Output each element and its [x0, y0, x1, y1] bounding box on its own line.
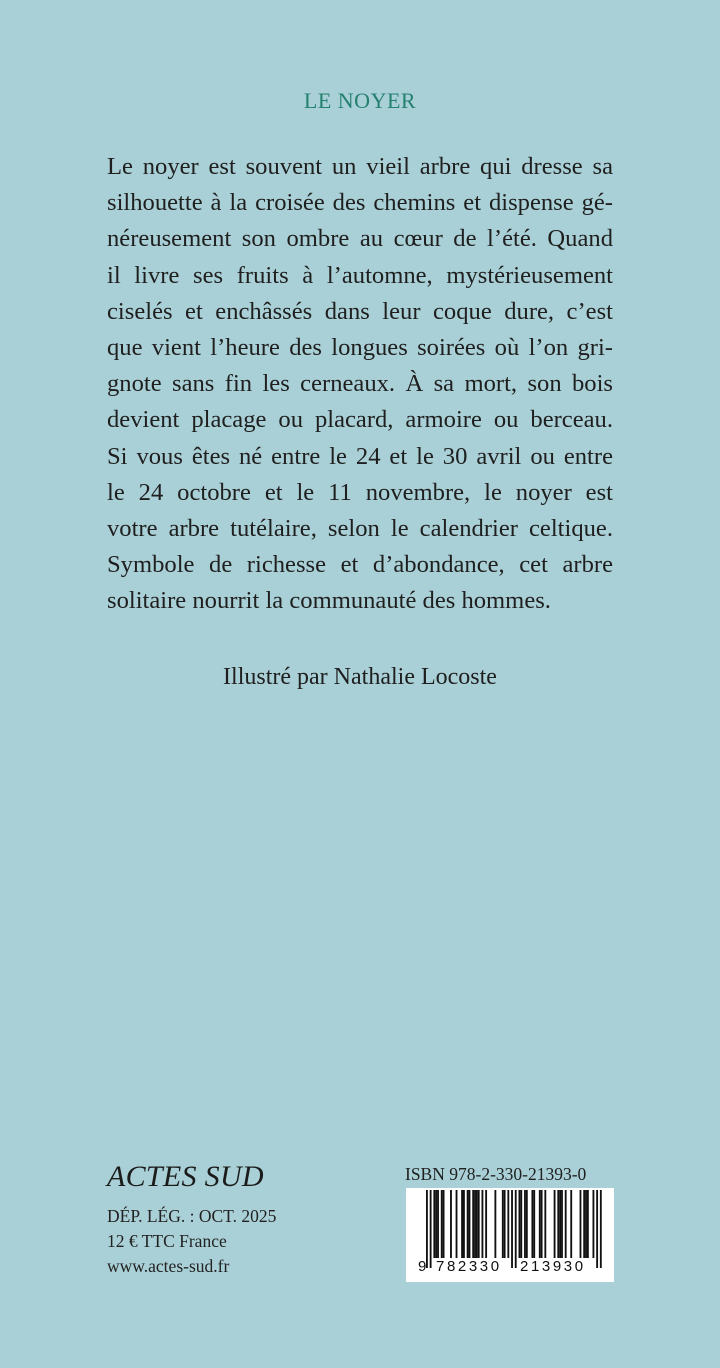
barcode-bar: [472, 1190, 474, 1258]
blurb-line: le 24 octobre et le 11 novembre, le noyer est: [107, 478, 613, 506]
barcode-bar: [583, 1190, 585, 1258]
barcode-bar: [520, 1190, 522, 1258]
blurb-line: Symbole de richesse et d’abondance, cet arbre: [107, 551, 613, 579]
barcode-bar: [435, 1190, 437, 1258]
barcode-bar: [559, 1190, 561, 1258]
barcode-bar: [482, 1190, 484, 1258]
barcode-bar: [450, 1190, 452, 1258]
blurb-line: que vient l’heure des longues soirées où l’on gri-: [107, 334, 613, 362]
illustrator-credit: Illustré par Nathalie Locoste: [223, 664, 497, 690]
blurb-line: Si vous êtes né entre le 24 et le 30 avril ou entre: [107, 442, 613, 470]
barcode-left-group: 782330: [436, 1258, 502, 1275]
barcode-first-digit: 9: [418, 1258, 427, 1275]
barcode-bar: [544, 1190, 546, 1258]
barcode-bar: [504, 1190, 506, 1258]
blurb-line: néreusement son ombre au cœur de l’été. Quand: [107, 225, 613, 253]
barcode-bar: [524, 1190, 526, 1258]
legal-deposit: DÉP. LÉG. : OCT. 2025: [107, 1206, 277, 1226]
barcode-bar: [494, 1190, 496, 1258]
barcode-bar: [539, 1190, 541, 1258]
barcode-bar: [507, 1190, 509, 1258]
barcode-bar: [426, 1190, 428, 1268]
barcode-bar: [561, 1190, 563, 1258]
barcode-bar: [441, 1190, 443, 1258]
barcode-bar: [478, 1190, 480, 1258]
blurb-line: votre arbre tutélaire, selon le calendrier celtique.: [107, 515, 613, 543]
barcode: [406, 1188, 614, 1282]
book-title: LE NOYER: [303, 88, 417, 113]
blurb-line: ciselés et enchâssés dans leur coque dure, c’est: [107, 297, 613, 325]
barcode-bar: [533, 1190, 535, 1258]
barcode-bar: [485, 1190, 487, 1258]
barcode-bar: [437, 1190, 439, 1258]
barcode-bar: [585, 1190, 587, 1258]
blurb-line: gnote sans fin les cerneaux. À sa mort, son bois: [107, 370, 613, 398]
barcode-bar: [580, 1190, 582, 1258]
barcode-bar: [461, 1190, 463, 1258]
barcode-bar: [526, 1190, 528, 1258]
barcode-bar: [511, 1190, 513, 1268]
publisher-logo: ACTES SUD: [107, 1160, 264, 1193]
barcode-bar: [469, 1190, 471, 1258]
barcode-bar: [519, 1190, 521, 1258]
barcode-bar: [443, 1190, 445, 1258]
barcode-bar: [515, 1190, 517, 1268]
barcode-bar: [467, 1190, 469, 1258]
barcode-bar: [587, 1190, 589, 1258]
blurb-text: [107, 149, 613, 620]
blurb-line: silhouette à la croisée des chemins et dispense gé-: [107, 189, 613, 217]
barcode-bar: [476, 1190, 478, 1258]
barcode-bar: [433, 1190, 435, 1258]
barcode-bar: [565, 1190, 567, 1258]
barcode-bar: [570, 1190, 572, 1258]
barcode-bar: [596, 1190, 598, 1268]
barcode-bar: [430, 1190, 432, 1268]
blurb-line: il livre ses fruits à l’automne, mystérieusement: [107, 261, 613, 289]
barcode-bar: [541, 1190, 543, 1258]
barcode-bar: [531, 1190, 533, 1258]
barcode-bar: [600, 1190, 602, 1268]
barcode-bar: [463, 1190, 465, 1258]
blurb-line: Le noyer est souvent un vieil arbre qui dresse sa: [107, 153, 613, 180]
barcode-bar: [557, 1190, 559, 1258]
blurb-line: devient placage ou placard, armoire ou berceau.: [107, 406, 613, 434]
barcode-bar: [593, 1190, 595, 1258]
website: www.actes-sud.fr: [107, 1256, 230, 1276]
barcode-bar: [456, 1190, 458, 1258]
blurb-line: solitaire nourrit la communauté des hommes.: [107, 587, 551, 615]
barcode-bar: [554, 1190, 556, 1258]
isbn-label: ISBN 978-2-330-21393-0: [405, 1164, 587, 1184]
barcode-bar: [474, 1190, 476, 1258]
price: 12 € TTC France: [107, 1231, 227, 1251]
barcode-bar: [502, 1190, 504, 1258]
barcode-right-group: 213930: [520, 1258, 586, 1275]
